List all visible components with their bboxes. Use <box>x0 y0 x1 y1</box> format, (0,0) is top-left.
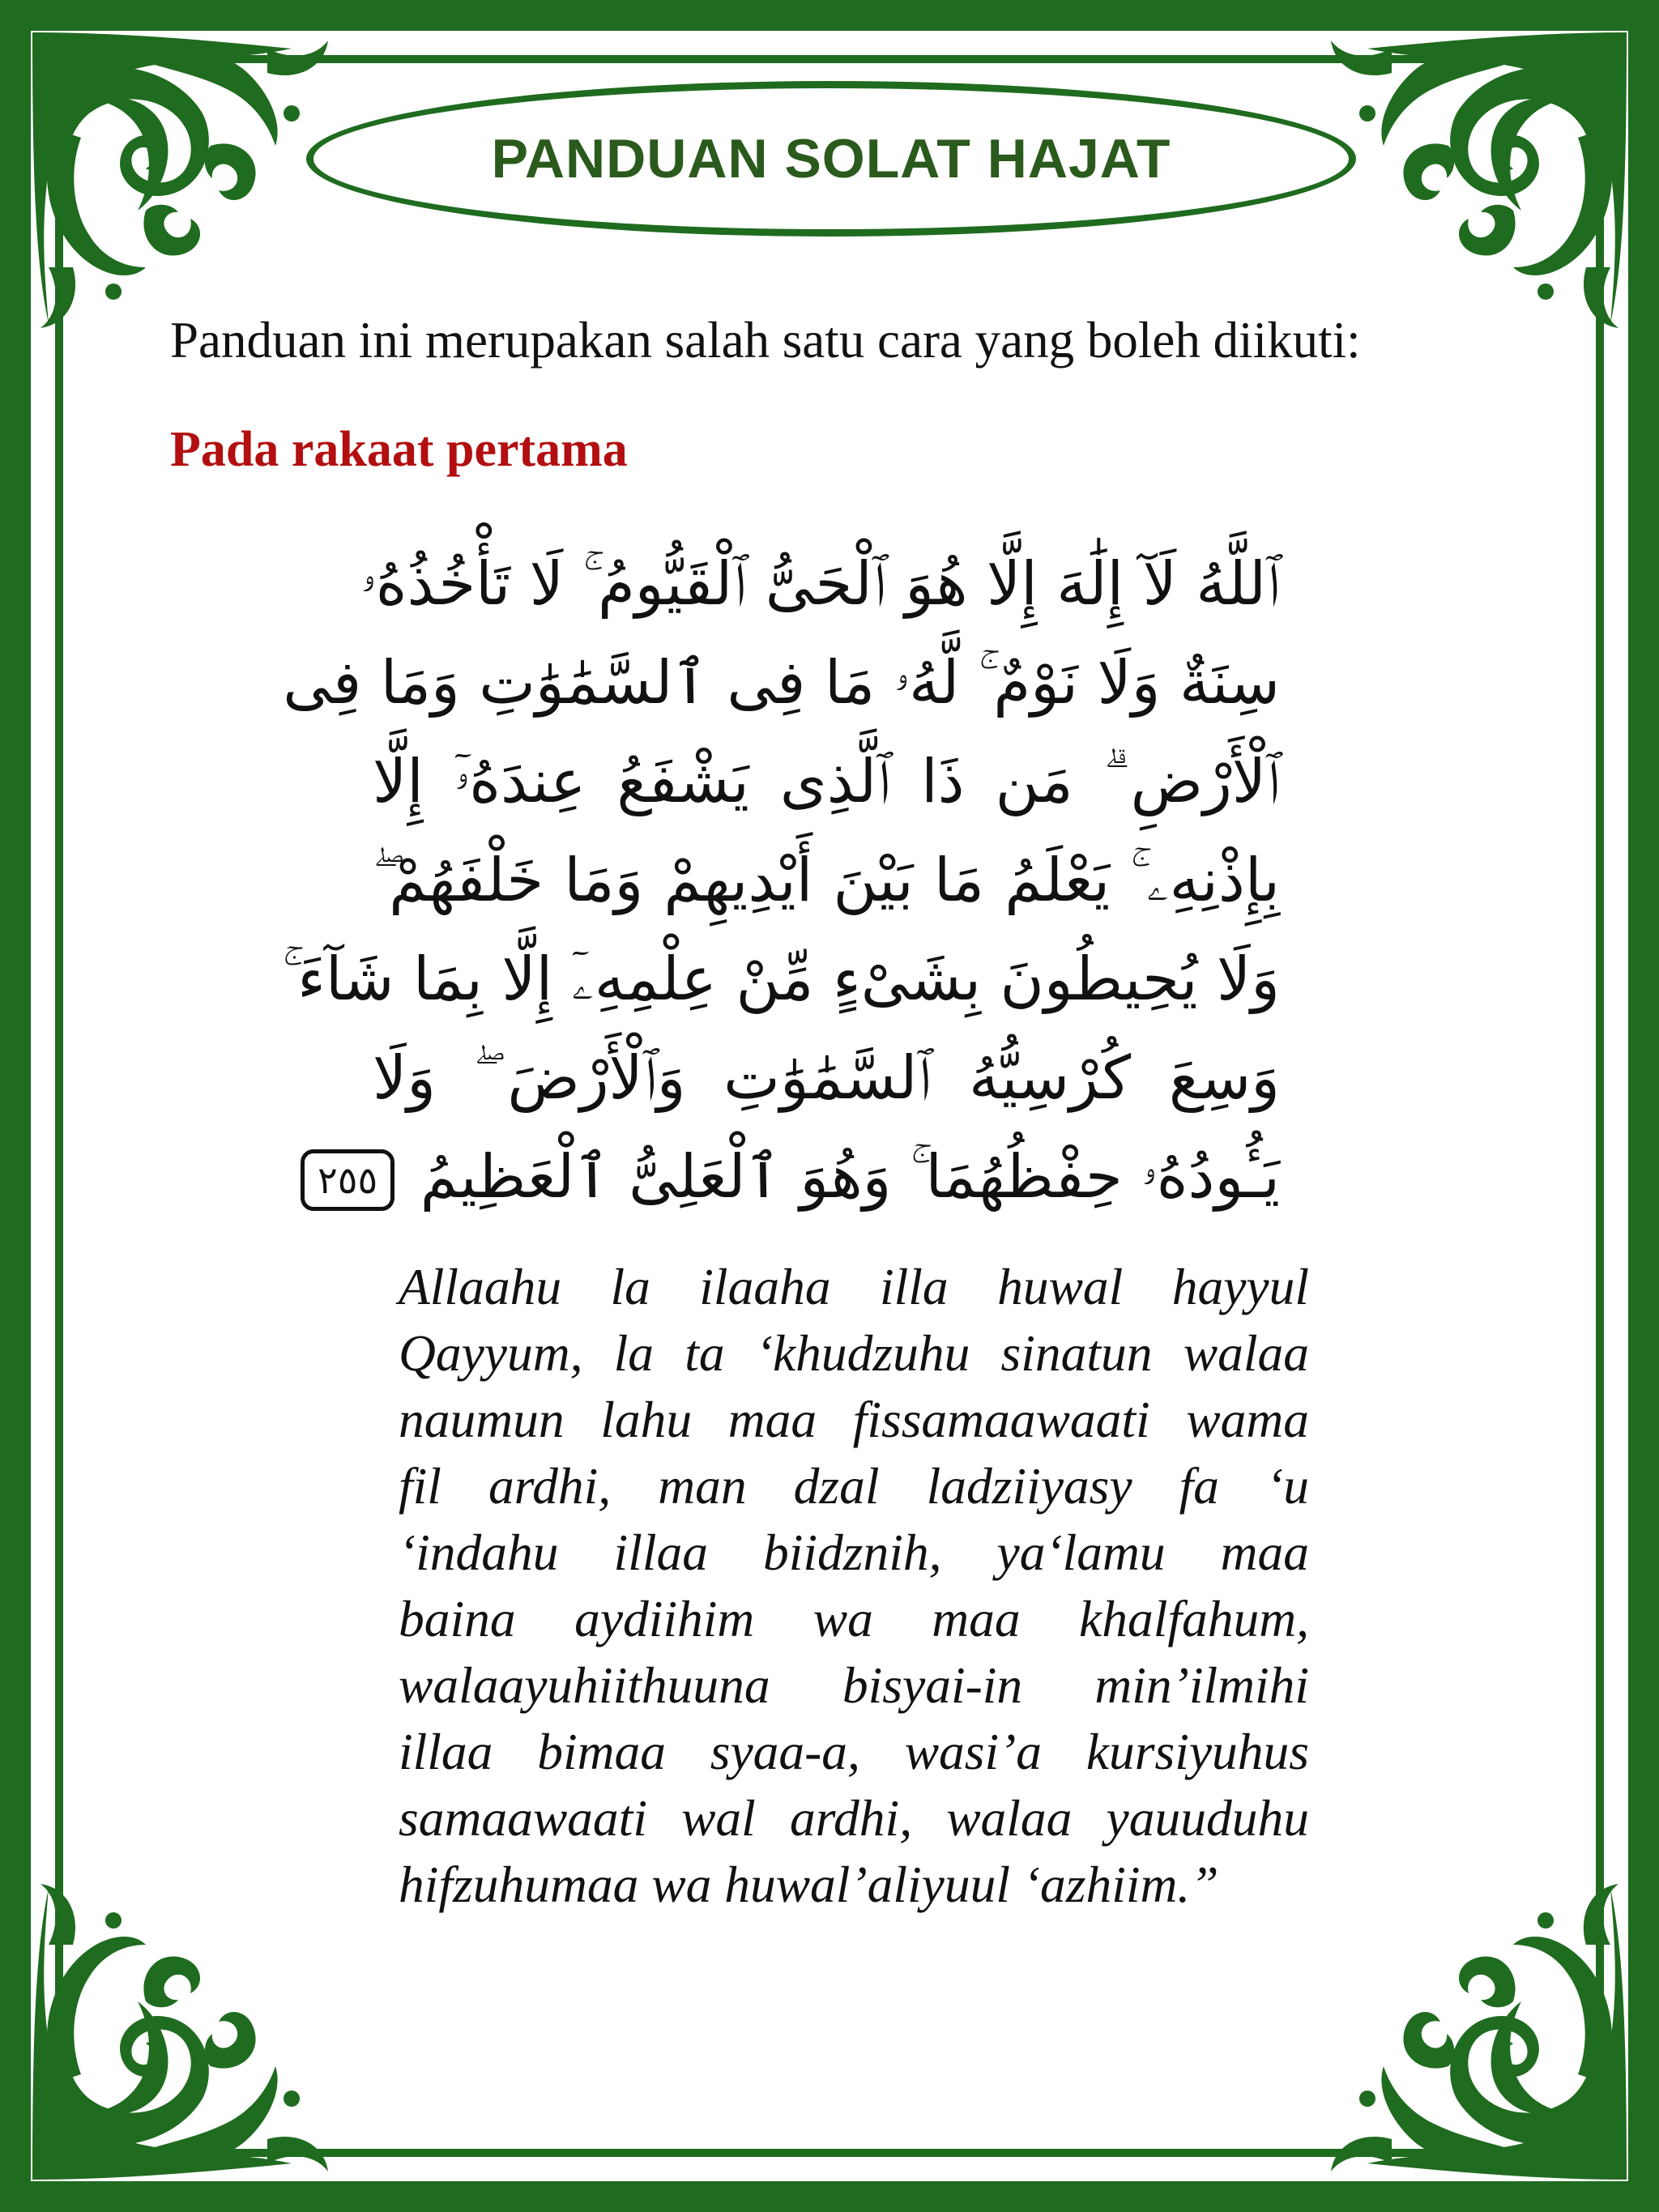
arabic-line: وَلَا يُحِيطُونَ بِشَىْءٍ مِّنْ عِلْمِهِۦٓ إِلَّا بِمَا شَآءَ ۚ <box>282 944 1280 1014</box>
transliteration-line: samaawaati wal ardhi, walaa yauuduhu <box>399 1789 1309 1847</box>
arabic-line: سِنَةٌ وَلَا نَوْمٌ ۚ لَّهُۥ مَا فِى ٱلسَّمَٰوَٰتِ وَمَا فِى <box>283 648 1280 718</box>
transliteration-line: fil ardhi, man dzal ladziiyasy fa ‘u <box>399 1457 1309 1515</box>
arabic-line-text: يَـُٔودُهُۥ حِفْظُهُمَا ۚ وَهُوَ ٱلْعَلِىُّ ٱلْعَظِيمُ <box>420 1142 1280 1212</box>
intro-text: Panduan ini merupakan salah satu cara yang boleh diikuti: <box>170 312 1361 369</box>
transliteration-line: Qayyum, la ta ‘khudzuhu sinatun walaa <box>399 1324 1309 1382</box>
corner-ornament-bottom-right <box>1319 1872 1635 2188</box>
transliteration-line: walaayuhiithuuna bisyai-in min’ilmihi <box>399 1656 1309 1714</box>
arabic-verse <box>282 535 1280 1226</box>
transliteration <box>399 1254 1309 1918</box>
section-heading: Pada rakaat pertama <box>170 422 628 477</box>
arabic-line: ٱلْأَرْضِ ۗ مَن ذَا ٱلَّذِى يَشْفَعُ عِندَهُۥٓ إِلَّا <box>373 747 1280 816</box>
ayah-number-marker: ٢٥٥ <box>301 1149 394 1211</box>
transliteration-line: naumun lahu maa fissamaawaati wama <box>399 1391 1309 1448</box>
page-title: PANDUAN SOLAT HAJAT <box>491 128 1171 190</box>
corner-ornament-top-right <box>1319 24 1635 340</box>
transliteration-line: baina aydiihim wa maa khalfahum, <box>399 1590 1309 1647</box>
arabic-line: ٱللَّهُ لَآ إِلَٰهَ إِلَّا هُوَ ٱلْحَىُّ ٱلْقَيُّومُ ۚ لَا تَأْخُذُهُۥ <box>360 549 1280 619</box>
corner-ornament-bottom-left <box>24 1872 340 2188</box>
arabic-line-last <box>318 1127 1280 1226</box>
title-oval <box>306 81 1356 237</box>
arabic-line: وَسِعَ كُرْسِيُّهُ ٱلسَّمَٰوَٰتِ وَٱلْأَرْضَ ۖ وَلَا <box>373 1043 1280 1113</box>
transliteration-line: ‘indahu illaa biidznih, ya‘lamu maa <box>399 1524 1309 1581</box>
arabic-line: بِإِذْنِهِۦ ۚ يَعْلَمُ مَا بَيْنَ أَيْدِيهِمْ وَمَا خَلْفَهُمْ ۖ <box>373 846 1280 915</box>
corner-ornament-top-left <box>24 24 340 340</box>
transliteration-line: illaa bimaa syaa-a, wasi’a kursiyuhus <box>399 1723 1309 1780</box>
transliteration-line: Allaahu la ilaaha illa huwal hayyul <box>399 1258 1309 1315</box>
transliteration-line: hifzuhumaa wa huwal’aliyuul ‘azhiim.” <box>399 1856 1219 1913</box>
